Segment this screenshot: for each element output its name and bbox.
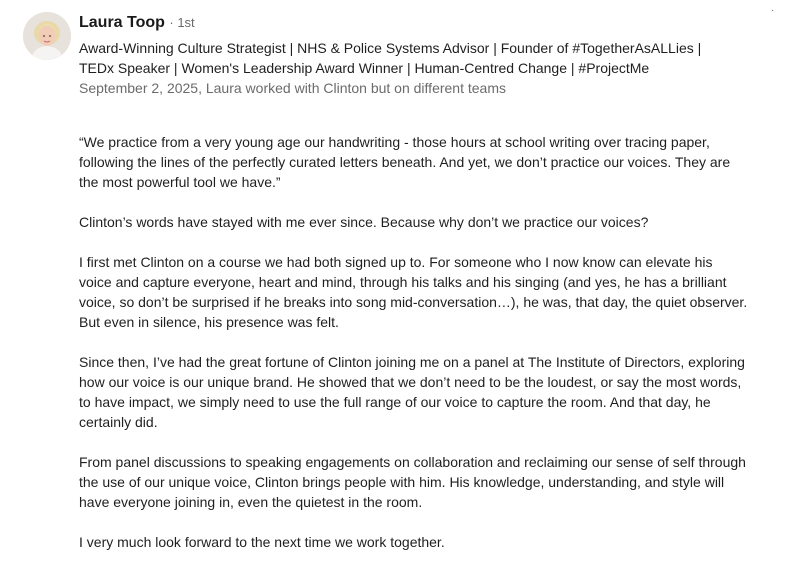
- recommendation-paragraph: “We practice from a very young age our handwriting - those hours at school writing over tracing paper, following the lines of the perfectly curated letters beneath. And yet, we don’t practice our voices. They are the most powerful tool we have.”: [79, 134, 731, 190]
- more-options-icon[interactable]: ·: [771, 5, 775, 16]
- connection-degree: · 1st: [169, 15, 195, 30]
- recommendation-meta: September 2, 2025, Laura worked with Clinton but on different teams: [79, 80, 506, 96]
- profile-photo-icon: [23, 12, 71, 60]
- recommendation-paragraph: Clinton’s words have stayed with me ever since. Because why don’t we practice our voices?: [79, 214, 649, 230]
- recommendation-paragraph: I first met Clinton on a course we had both signed up to. For someone who I now know can elevate his voice and capture everyone, heart and mind, through his talks and his singing (and yes, he has a brilliant voice, so don’t be surprised if he breaks into song mid-conversation…), he was, that day, the quiet observer. But even in silence, his presence was felt.: [79, 254, 748, 330]
- recommendation-paragraph: Since then, I’ve had the great fortune of Clinton joining me on a panel at The Institute of Directors, exploring how our voice is our unique brand. He showed that we don’t need to be the loudest, or say the most words, to have impact, we simply need to use the full range of our voice to capture the room. And that day, he certainly did.: [79, 354, 745, 430]
- recommendation-header: [79, 12, 779, 98]
- recommender-headline: Award-Winning Culture Strategist | NHS & Police Systems Advisor | Founder of #TogetherAsALLies | TEDx Speaker | Women's Leadership Award Winner | Human-Centred Change | #ProjectMe: [79, 40, 702, 76]
- name-row: [79, 12, 779, 34]
- recommendation-paragraph: From panel discussions to speaking engagements on collaboration and reclaiming our sense of self through the use of our unique voice, Clinton brings people with him. His knowledge, understanding, and style will have everyone joining in, even the quietest in the room.: [79, 454, 746, 510]
- recommendation-paragraph: I very much look forward to the next time we work together.: [79, 534, 445, 550]
- recommender-name[interactable]: Laura Toop: [79, 14, 165, 31]
- avatar[interactable]: [23, 12, 71, 60]
- recommendation-text: [79, 132, 749, 572]
